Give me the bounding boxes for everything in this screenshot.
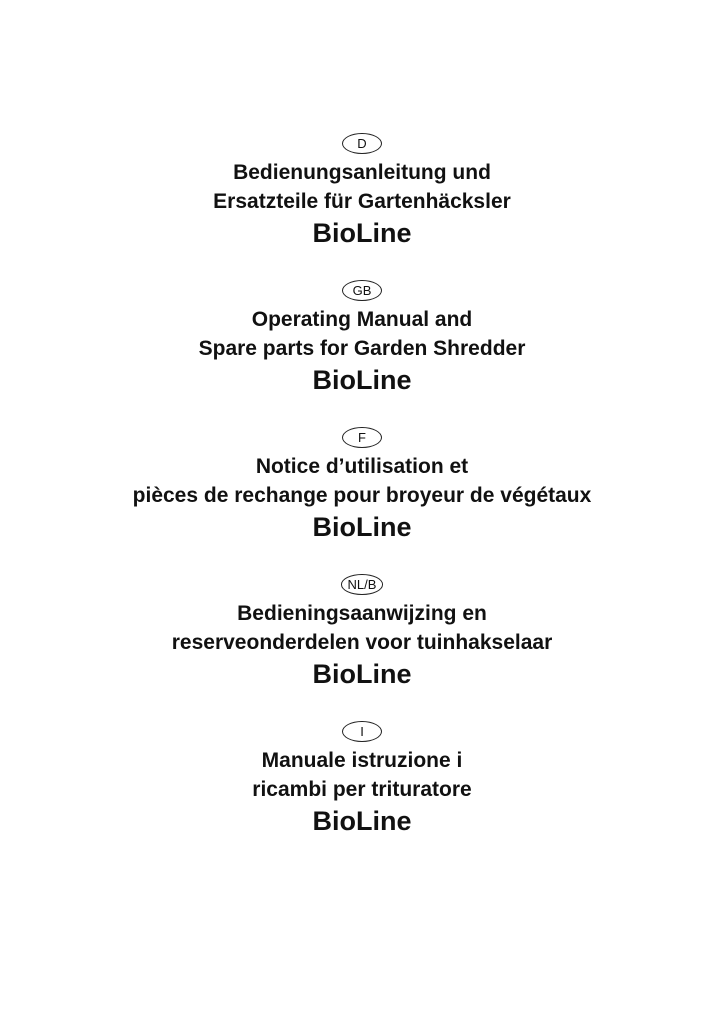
product-name-fr: BioLine: [312, 512, 412, 542]
title-line-1-fr: Notice d’utilisation et: [255, 455, 469, 478]
title-line-1-gb: Operating Manual and: [251, 308, 473, 331]
language-badge-d: D: [342, 133, 382, 154]
product-name-de: BioLine: [312, 218, 412, 248]
title-line-1-de: Bedienungsanleitung und: [233, 161, 491, 184]
section-gb: [0, 280, 724, 397]
product-name-it: BioLine: [312, 806, 412, 836]
title-line-2-nl: reserveonderdelen voor tuinhakselaar: [171, 631, 553, 654]
section-it: [0, 721, 724, 838]
language-badge-i: I: [342, 721, 382, 742]
title-line-2-it: ricambi per trituratore: [252, 778, 472, 801]
title-line-1-it: Manuale istruzione i: [261, 749, 463, 772]
product-name-nl: BioLine: [312, 659, 412, 689]
language-badge-gb: GB: [342, 280, 382, 301]
language-badge-f: F: [342, 427, 382, 448]
section-nl: [0, 574, 724, 691]
title-line-2-fr: pièces de rechange pour broyeur de végétaux: [132, 484, 592, 507]
title-line-2-gb: Spare parts for Garden Shredder: [198, 337, 526, 360]
section-fr: [0, 427, 724, 544]
language-badge-nl-b: NL/B: [341, 574, 384, 595]
section-de: [0, 133, 724, 250]
title-line-1-nl: Bedieningsaanwijzing en: [237, 602, 487, 625]
product-name-gb: BioLine: [312, 365, 412, 395]
title-line-2-de: Ersatzteile für Gartenhäcksler: [213, 190, 511, 213]
